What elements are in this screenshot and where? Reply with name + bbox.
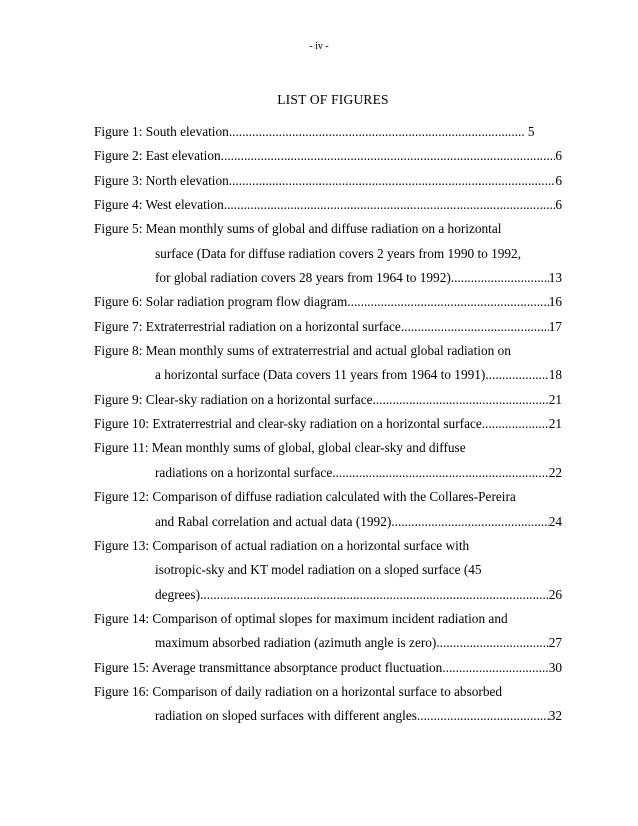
figure-entry-title xyxy=(94,144,562,168)
figure-entry[interactable] xyxy=(94,169,562,193)
figure-entry-title xyxy=(94,656,562,680)
figure-page-number: 32 xyxy=(548,708,562,724)
figure-caption-text: surface (Data for diffuse radiation covers 2 years from 1990 to 1992, xyxy=(155,245,522,261)
figure-entry-title xyxy=(94,485,562,509)
figure-caption-text: Figure 3: North elevation xyxy=(94,172,229,188)
page-number: - iv - xyxy=(309,41,329,52)
figure-caption-text: Figure 8: Mean monthly sums of extraterrestrial and actual global radiation on xyxy=(94,343,511,359)
figure-caption-text: Figure 9: Clear-sky radiation on a horizontal surface xyxy=(94,391,373,407)
figure-page-number: 17 xyxy=(548,318,562,334)
figure-entry-title xyxy=(94,290,562,314)
figure-page-number: 6 xyxy=(555,172,562,188)
dot-leader xyxy=(229,120,525,144)
figure-caption-text: for global radiation covers 28 years from 1964 to 1992) xyxy=(155,270,451,286)
dot-leader xyxy=(347,290,548,314)
figure-entry-continuation xyxy=(94,461,562,485)
figure-caption-text: and Rabal correlation and actual data (1992). xyxy=(155,513,395,529)
figure-caption-text: radiations on a horizontal surface xyxy=(155,464,333,480)
figure-entry-continuation xyxy=(94,363,562,387)
figure-page-number: 6 xyxy=(555,148,562,164)
list-of-figures-heading: LIST OF FIGURES xyxy=(277,92,389,107)
figure-caption-text: Figure 4: West elevation xyxy=(94,197,224,213)
dot-leader xyxy=(373,388,549,412)
figure-entry-title xyxy=(94,607,562,631)
figure-caption-text: Figure 5: Mean monthly sums of global and diffuse radiation on a horizontal xyxy=(94,221,502,237)
figure-entry[interactable] xyxy=(94,339,562,388)
figure-entry-title xyxy=(94,120,562,144)
dot-leader xyxy=(200,583,549,607)
dot-leader xyxy=(401,315,549,339)
figure-entry-continuation xyxy=(94,242,562,266)
dot-leader xyxy=(221,144,556,168)
figure-caption-text: Figure 16: Comparison of daily radiation on a horizontal surface to absorbed xyxy=(94,683,503,699)
figure-page-number: 13 xyxy=(548,270,562,286)
figure-caption-text: maximum absorbed radiation (azimuth angle is zero) xyxy=(155,635,437,651)
figure-entry[interactable] xyxy=(94,193,562,217)
figure-caption-text: Figure 13: Comparison of actual radiation on a horizontal surface with xyxy=(94,537,470,553)
figure-entry[interactable] xyxy=(94,217,562,290)
figure-entry[interactable] xyxy=(94,534,562,607)
dot-leader xyxy=(436,631,548,655)
figure-caption-text: Figure 14: Comparison of optimal slopes for maximum incident radiation and xyxy=(94,610,508,626)
figure-entry-continuation xyxy=(94,704,562,728)
figure-caption-text: Figure 12: Comparison of diffuse radiation calculated with the Collares-Pereira xyxy=(94,489,516,505)
figure-entry-title xyxy=(94,169,562,193)
dot-leader xyxy=(446,656,549,680)
figure-caption-text: Figure 7: Extraterrestrial radiation on a horizontal surface xyxy=(94,318,401,334)
figure-entry-continuation xyxy=(94,558,562,582)
figure-page-number: 24 xyxy=(548,513,562,529)
figure-entry[interactable] xyxy=(94,412,562,436)
figure-entry[interactable] xyxy=(94,120,562,144)
figure-page-number: 21 xyxy=(548,416,562,432)
figure-entry[interactable] xyxy=(94,485,562,534)
figure-page-number: 26 xyxy=(548,586,562,602)
figure-caption-text: a horizontal surface (Data covers 11 years from 1964 to 1991) xyxy=(155,367,486,383)
figure-entry-title xyxy=(94,534,562,558)
dot-leader xyxy=(332,461,548,485)
figure-entry-title xyxy=(94,193,562,217)
figure-caption-text: Figure 2: East elevation xyxy=(94,148,221,164)
figure-page-number: 5 xyxy=(527,124,535,139)
figure-caption-text: Figure 6: Solar radiation program flow diagram xyxy=(94,294,348,310)
figure-page-number: 21 xyxy=(548,391,562,407)
figure-caption-text: radiation on sloped surfaces with different angles xyxy=(155,708,417,724)
figure-entry-title xyxy=(94,315,562,339)
figure-entry[interactable] xyxy=(94,656,562,680)
dot-leader xyxy=(417,704,549,728)
figure-entry-title xyxy=(94,680,562,704)
figure-caption-text: Figure 10: Extraterrestrial and clear-sky radiation on a horizontal surface xyxy=(94,416,482,432)
dot-leader xyxy=(224,193,556,217)
figure-caption-text: Figure 11: Mean monthly sums of global, global clear-sky and diffuse xyxy=(94,440,466,456)
figure-entry-title xyxy=(94,436,562,460)
dot-leader xyxy=(229,169,556,193)
figure-page-number: 16 xyxy=(548,294,562,310)
dot-leader xyxy=(451,266,549,290)
figure-page-number: 18 xyxy=(548,367,562,383)
figure-entry[interactable] xyxy=(94,436,562,485)
figure-entry-continuation xyxy=(94,583,562,607)
figure-caption-text: isotropic-sky and KT model radiation on a sloped surface (45 xyxy=(155,562,482,578)
figure-caption-text: Figure 15: Average transmittance absorptance product fluctuation. xyxy=(94,659,446,675)
figure-entry[interactable] xyxy=(94,315,562,339)
figure-entry[interactable] xyxy=(94,144,562,168)
figure-entry-continuation xyxy=(94,266,562,290)
figure-entry-continuation xyxy=(94,510,562,534)
figure-entry-title xyxy=(94,388,562,412)
dot-leader xyxy=(395,510,549,534)
figure-page-number: 6 xyxy=(555,197,562,213)
figure-entry[interactable] xyxy=(94,388,562,412)
figure-page-number: 30 xyxy=(548,659,562,675)
figure-entry[interactable] xyxy=(94,680,562,729)
figure-page-number: 22 xyxy=(548,464,562,480)
figure-entry-continuation xyxy=(94,631,562,655)
figure-entry-title xyxy=(94,217,562,241)
figure-caption-text: degrees) xyxy=(155,586,201,602)
dot-leader xyxy=(482,412,549,436)
figure-entry-title xyxy=(94,339,562,363)
figure-entry[interactable] xyxy=(94,290,562,314)
dot-leader xyxy=(485,363,548,387)
list-of-figures xyxy=(94,120,562,729)
figure-page-number: 27 xyxy=(548,635,562,651)
figure-entry[interactable] xyxy=(94,607,562,656)
figure-entry-title xyxy=(94,412,562,436)
figure-caption-text: Figure 1: South elevation xyxy=(94,124,229,139)
